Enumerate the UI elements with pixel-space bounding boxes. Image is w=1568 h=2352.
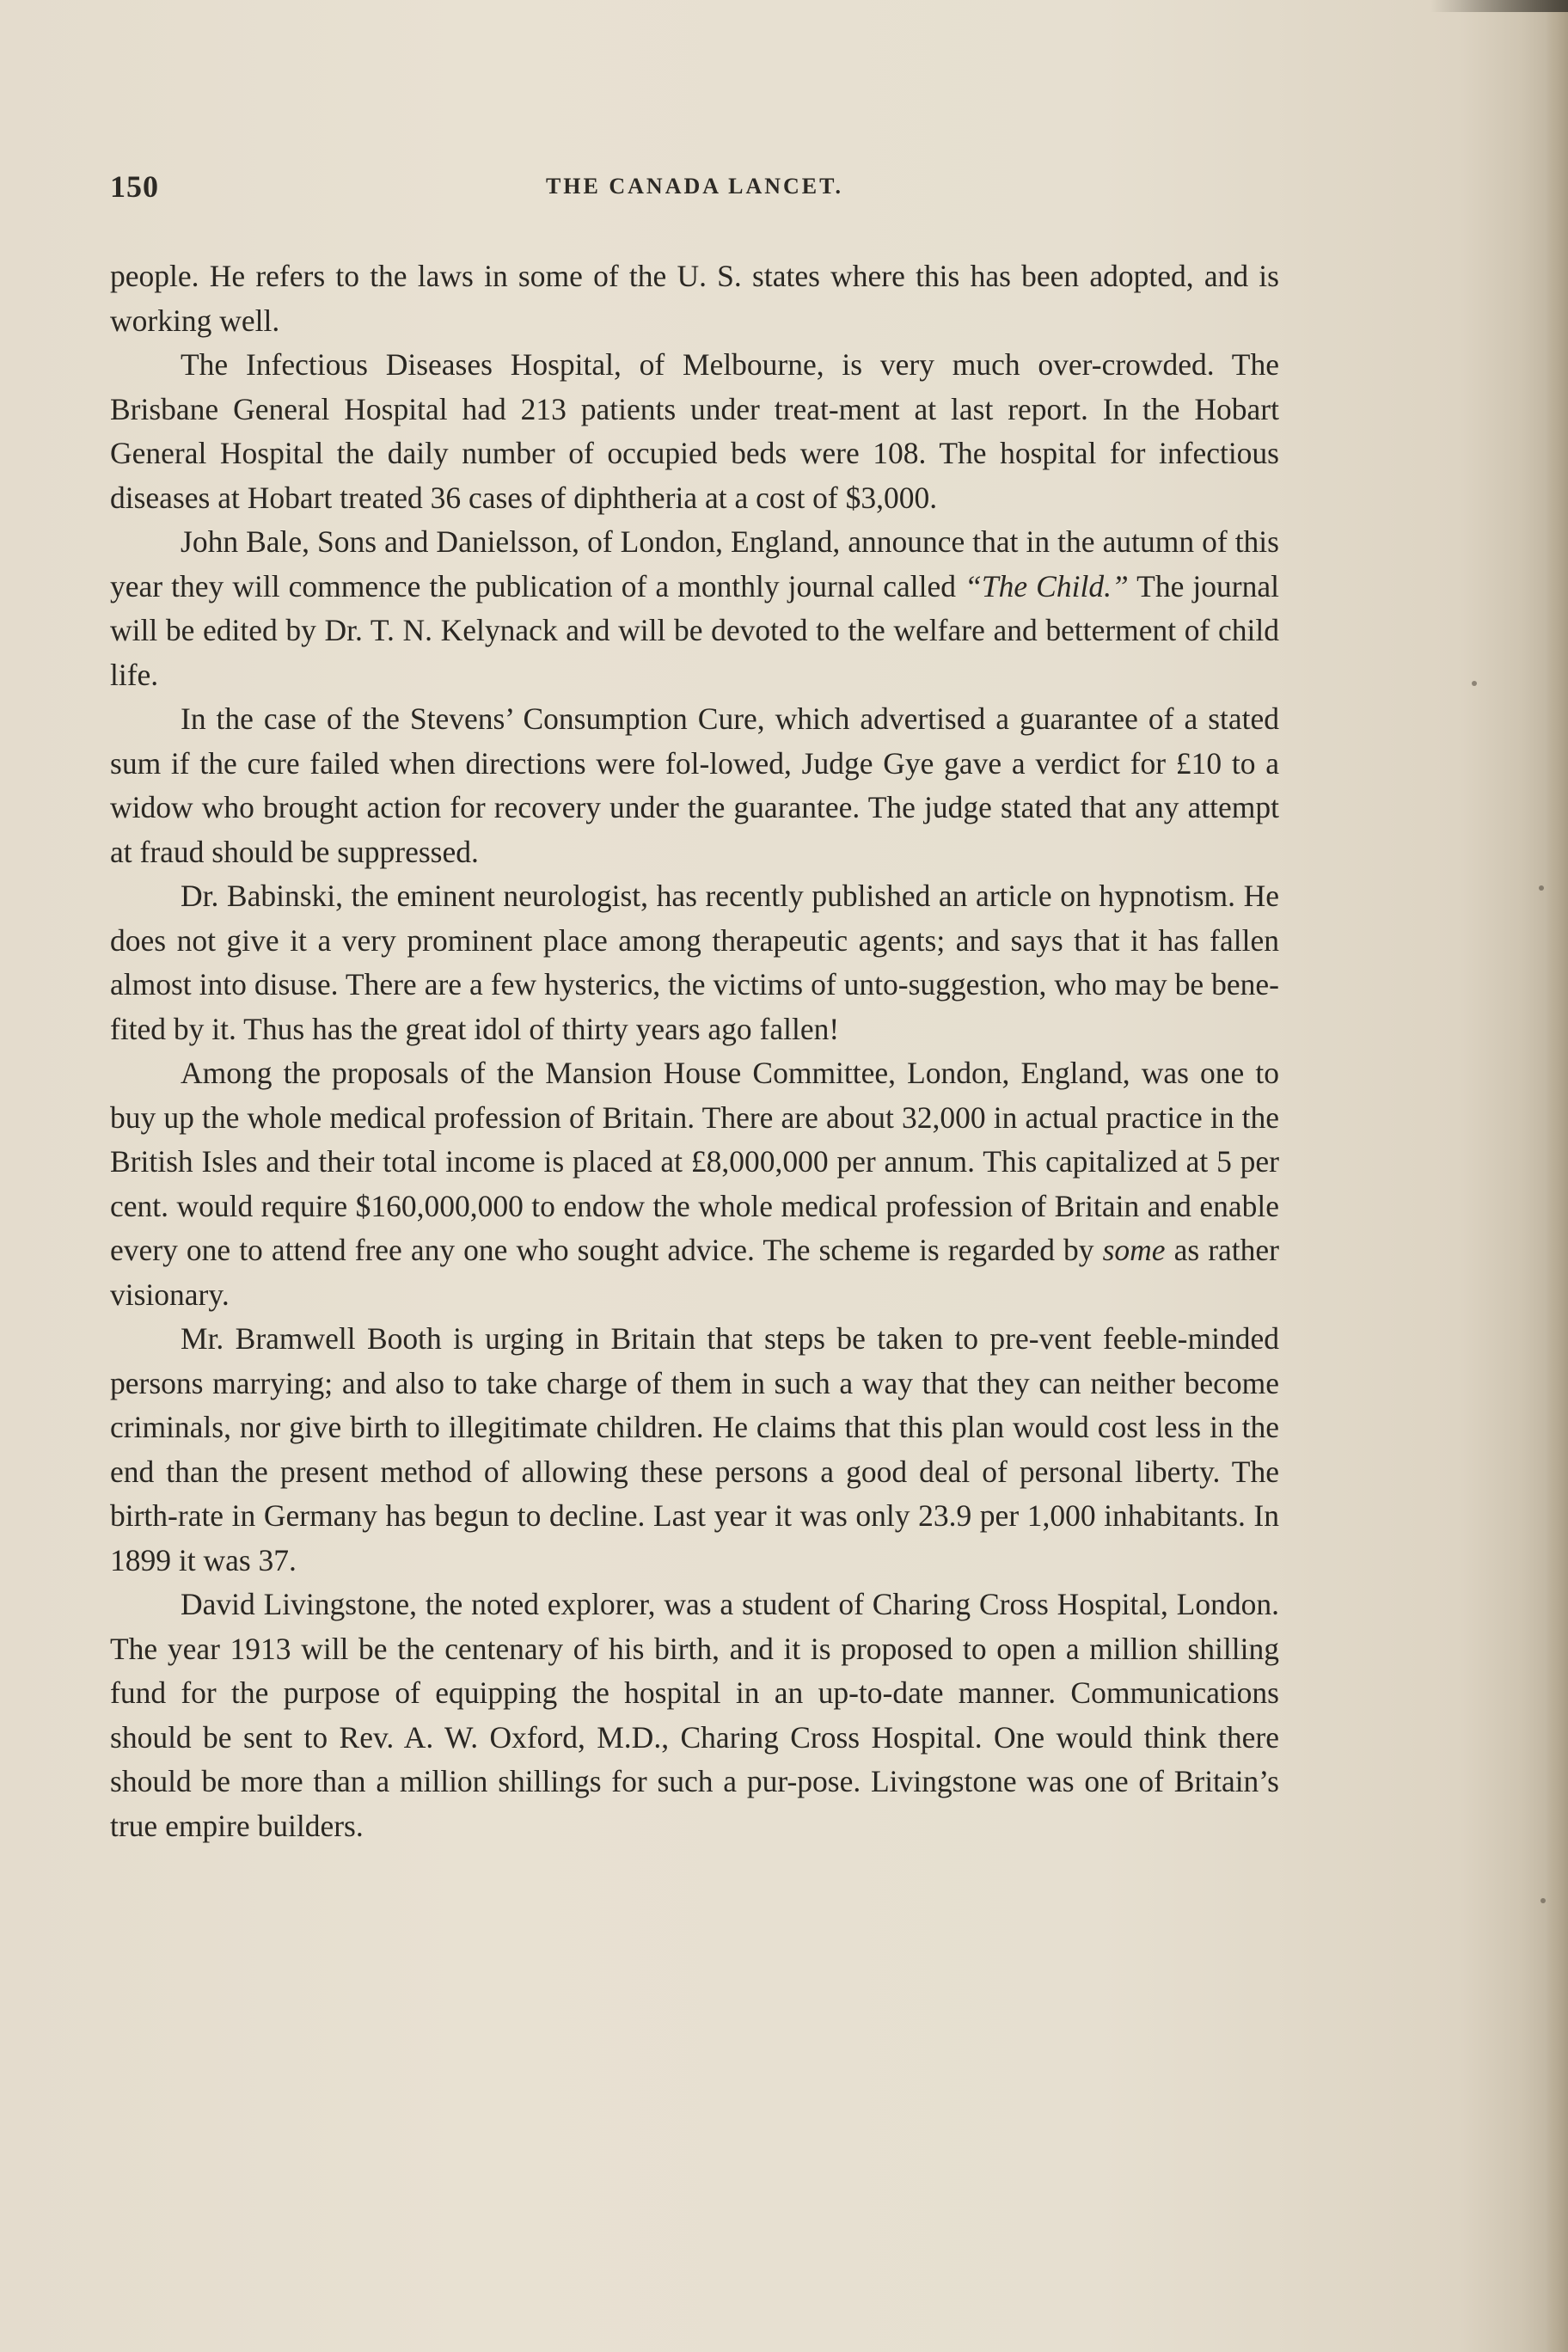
paragraph-continuation: people. He refers to the laws in some of the U. S. states where this has been adopted, and is working well. xyxy=(110,259,1279,338)
running-title: THE CANADA LANCET. xyxy=(545,174,844,199)
page-header xyxy=(110,168,1279,206)
paragraph-babinski: Dr. Babinski, the eminent neurologist, has recently published an article on hypnotism. He does not give it a very prominent place among therapeutic agents; and says that it has fallen almost into disuse. There are a few hysterics, the victims of unto-suggestion, who may be bene-fited by it. Thus has the great idol of thirty years ago fallen! xyxy=(110,879,1279,1046)
emphasis-word: some xyxy=(1102,1233,1166,1267)
top-corner-shadow xyxy=(1430,0,1568,12)
page-edge-shadow xyxy=(1546,0,1568,2352)
article-body xyxy=(110,254,1279,1848)
paper-speck xyxy=(1472,681,1477,686)
paragraph-text: as rather visionary. xyxy=(110,1233,1279,1312)
paragraph-text: John Bale, Sons and Danielsson, of London, England, announce that in the autumn of this year they will commence the publication of a monthly journal called xyxy=(110,524,1279,603)
paper-speck xyxy=(1539,885,1544,891)
paragraph-consumption-cure: In the case of the Stevens’ Consumption Cure, which advertised a guarantee of a stated sum if the cure failed when directions were fol-lowed, Judge Gye gave a verdict for £10 to a widow who brought action for recovery under the guarantee. The judge stated that any attempt at fraud should be suppressed. xyxy=(110,701,1279,869)
paragraph-the-child-journal xyxy=(110,520,1279,697)
journal-title: “The Child.” xyxy=(965,568,1129,603)
page-number: 150 xyxy=(110,169,159,204)
paragraph-text: Among the proposals of the Mansion House Committee, London, England, was one to buy up the whole medical profession of Britain. There are about 32,000 in actual practice in the British Isles and their total income is placed at £8,000,000 per annum. This capitalized at 5 per cent. would require $160,000,000 to endow the whole medical profession of Britain and enable every one to attend free any one who sought advice. The scheme is regarded by xyxy=(110,1056,1279,1267)
paragraph-text: The journal will be edited by Dr. T. N. Kelynack and will be devoted to the welfare and betterment of child life. xyxy=(110,568,1279,692)
paragraph-livingstone: David Livingstone, the noted explorer, was a student of Charing Cross Hospital, London. The year 1913 will be the centenary of his birth, and it is proposed to open a million shilling fund for the purpose of equipping the hospital in an up-to-date manner. Communications should be sent to Rev. A. W. Oxford, M.D., Charing Cross Hospital. One would think there should be more than a million shillings for such a pur-pose. Livingstone was one of Britain’s true empire builders. xyxy=(110,1587,1279,1843)
paper-speck xyxy=(1540,1898,1546,1903)
paragraph-infectious-diseases: The Infectious Diseases Hospital, of Melbourne, is very much over-crowded. The Brisbane General Hospital had 213 patients under treat-ment at last report. In the Hobart General Hospital the daily number of occupied beds were 108. The hospital for infectious diseases at Hobart treated 36 cases of diphtheria at a cost of $3,000. xyxy=(110,347,1279,515)
paragraph-mansion-house xyxy=(110,1051,1279,1317)
paragraph-bramwell-booth: Mr. Bramwell Booth is urging in Britain that steps be taken to pre-vent feeble-minded persons marrying; and also to take charge of them in such a way that they can neither become criminals, nor give birth to illegitimate children. He claims that this plan would cost less in the end than the present method of allowing these persons a good deal of personal liberty. The birth-rate in Germany has begun to decline. Last year it was only 23.9 per 1,000 inhabitants. In 1899 it was 37. xyxy=(110,1321,1279,1577)
